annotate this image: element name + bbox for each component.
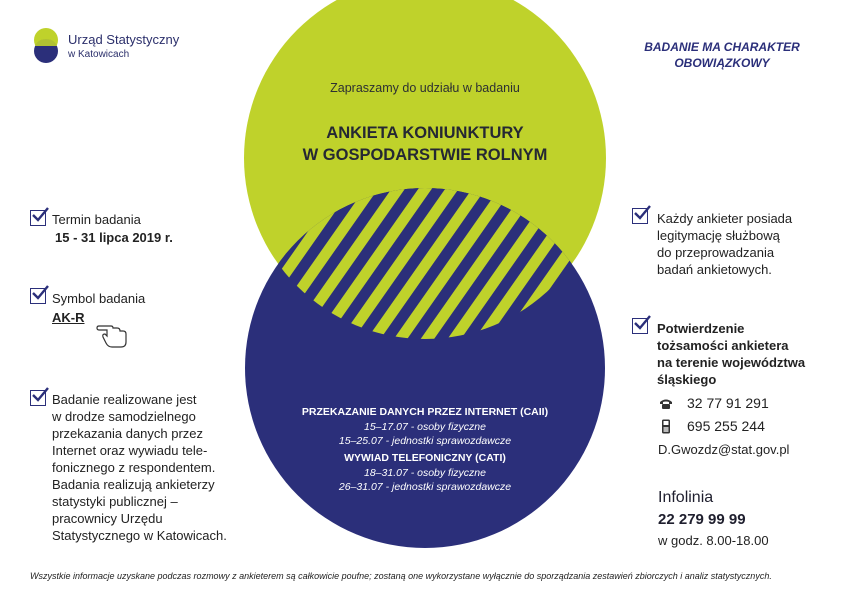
id-line: do przeprowadzania xyxy=(657,245,775,260)
methods-block xyxy=(280,406,570,493)
term-label: Termin badania xyxy=(52,212,141,227)
logo xyxy=(30,26,180,72)
infoline-label: Infolinia xyxy=(658,489,714,506)
invite-text: Zapraszamy do udziału w badaniu xyxy=(330,81,520,95)
checkbox-icon xyxy=(632,318,648,334)
confirm-info xyxy=(657,320,842,388)
title-line1: ANKIETA KONIUNKTURY xyxy=(326,124,524,142)
confirm-line: Potwierdzenie xyxy=(657,321,745,336)
description-line: fonicznego z respondentem. xyxy=(52,460,216,475)
checkbox-icon xyxy=(30,288,46,304)
id-info xyxy=(657,210,837,278)
id-line: Każdy ankieter posiada xyxy=(657,211,793,226)
id-line: legitymację służbową xyxy=(657,228,780,243)
logo-city: w Katowicach xyxy=(68,49,130,60)
cati-line2: 26–31.07 - jednostki sprawozdawcze xyxy=(338,481,512,493)
mobile-phone-icon xyxy=(661,419,671,434)
caii-line1: 15–17.07 - osoby fizyczne xyxy=(364,421,486,433)
description-line: statystyki publicznej – xyxy=(52,494,178,509)
footer-disclaimer: Wszystkie informacje uzyskane podczas rozmowy z ankieterem są całkowicie poufne; zostaną one wykorzystane wyłącznie do sporządzania zestawień zbiorczych i analiz statystycznych. xyxy=(30,571,772,581)
description-line: Statystycznego w Katowicach. xyxy=(52,528,227,543)
caii-heading: PRZEKAZANIE DANYCH PRZEZ INTERNET (CAII) xyxy=(301,406,549,418)
cati-line1: 18–31.07 - osoby fizyczne xyxy=(364,467,486,479)
id-line: badań ankietowych. xyxy=(657,262,772,277)
description-line: Badanie realizowane jest xyxy=(52,392,197,407)
description-line: pracownicy Urzędu xyxy=(52,511,163,526)
phone-icon xyxy=(659,398,673,410)
pointing-hand-icon xyxy=(95,316,131,350)
phone-mobile: 695 255 244 xyxy=(687,418,765,434)
symbol-label: Symbol badania xyxy=(52,291,146,306)
mandatory-line1: BADANIE MA CHARAKTER xyxy=(644,40,800,54)
checkbox-icon xyxy=(30,210,46,226)
logo-mark-icon xyxy=(30,26,62,66)
mandatory-notice xyxy=(632,39,812,71)
symbol-value: AK-R xyxy=(52,310,85,325)
email[interactable]: D.Gwozdz@stat.gov.pl xyxy=(658,442,790,457)
checkbox-icon xyxy=(30,390,46,406)
logo-name: Urząd Statystyczny xyxy=(68,32,180,47)
confirm-line: na terenie województwa xyxy=(657,355,806,370)
description-line: w drodze samodzielnego xyxy=(52,409,196,424)
description-line: Internet oraz wywiadu tele- xyxy=(52,443,208,458)
confirm-line: tożsamości ankietera xyxy=(657,338,789,353)
caii-line2: 15–25.07 - jednostki sprawozdawcze xyxy=(338,435,512,447)
checkbox-icon xyxy=(632,208,648,224)
description xyxy=(52,391,282,544)
confirm-line: śląskiego xyxy=(657,372,717,387)
mandatory-line2: OBOWIĄZKOWY xyxy=(674,56,770,70)
term-value: 15 - 31 lipca 2019 r. xyxy=(55,230,173,245)
infoline-number: 22 279 99 99 xyxy=(658,511,746,528)
cati-heading: WYWIAD TELEFONICZNY (CATI) xyxy=(344,452,506,464)
description-line: Badania realizują ankieterzy xyxy=(52,477,215,492)
description-line: przekazania danych przez xyxy=(52,426,204,441)
survey-title xyxy=(260,122,590,166)
title-line2: W GOSPODARSTWIE ROLNYM xyxy=(302,146,548,164)
infoline-hours: w godz. 8.00-18.00 xyxy=(658,533,769,548)
phone-landline: 32 77 91 291 xyxy=(687,395,769,411)
